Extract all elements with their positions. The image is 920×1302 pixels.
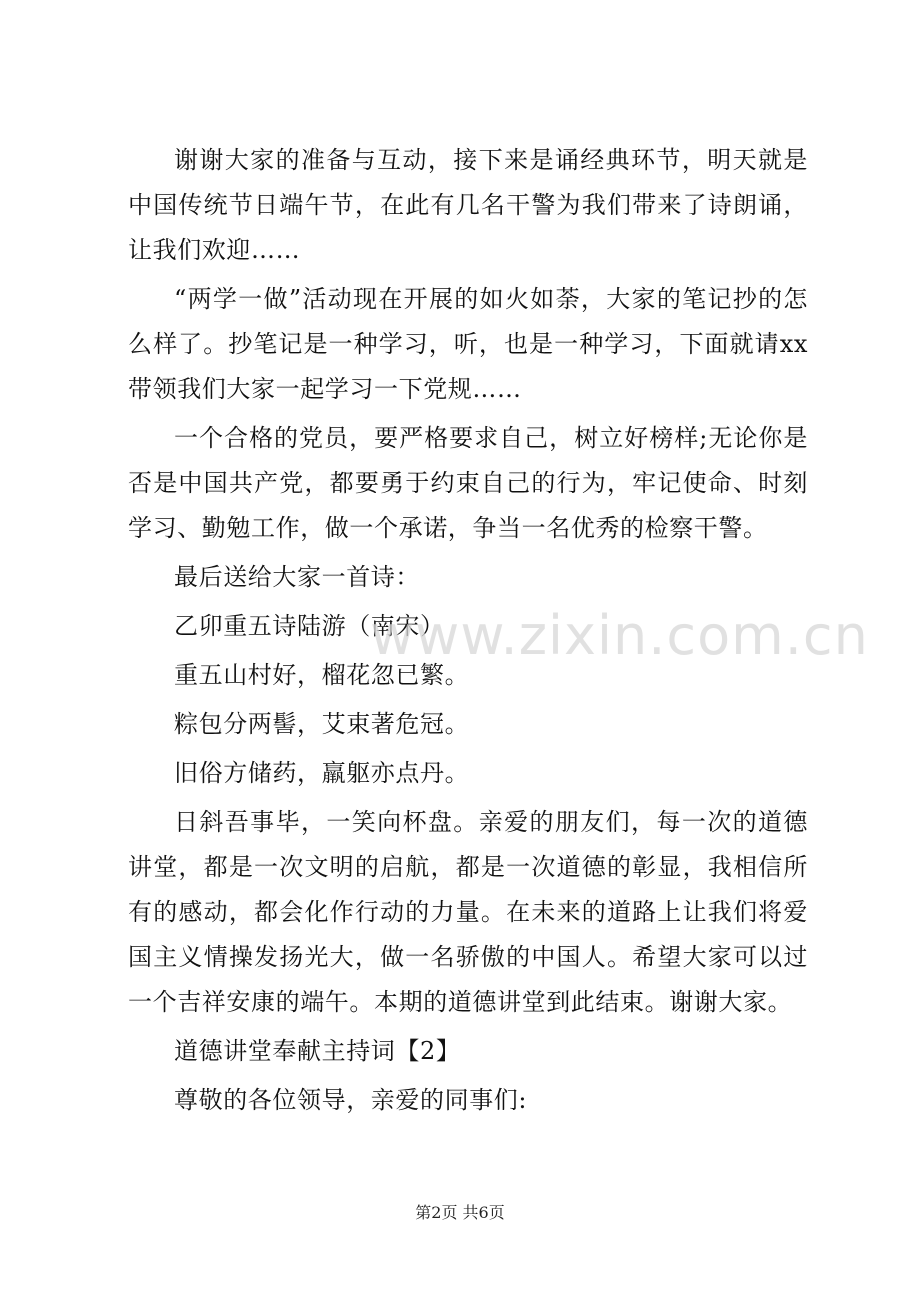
salutation: 尊敬的各位领导，亲爱的同事们: bbox=[174, 1086, 528, 1114]
poem-line-1: 重五山村好，榴花忽已繁。 bbox=[174, 661, 470, 689]
watermark: www.zixin.com.cn bbox=[370, 604, 869, 667]
paragraph-1: 谢谢大家的准备与互动，接下来是诵经典环节，明天就是中国传统节日端午节，在此有几名干警为我们带来了诗朗诵，让我们欢迎…… bbox=[128, 146, 808, 264]
page-footer: 第2页 共6页 bbox=[415, 1203, 505, 1222]
paragraph-2: “两学一做”活动现在开展的如火如荼，大家的笔记抄的怎么样了。抄笔记是一种学习，听，也是一种学习，下面就请xx带领我们大家一起学习一下党规…… bbox=[128, 285, 808, 403]
paragraph-3: 一个合格的党员，要严格要求自己，树立好榜样;无论你是否是中国共产党，都要勇于约束自己的行为，牢记使命、时刻学习、勤勉工作，做一个承诺，争当一名优秀的检察干警。 bbox=[128, 424, 808, 542]
closing-paragraph: 日斜吾事毕，一笑向杯盘。亲爱的朋友们，每一次的道德讲堂，都是一次文明的启航，都是一次道德的彰显，我相信所有的感动，都会化作行动的力量。在未来的道路上让我们将爱国主义情操发扬光大，做一名骄傲的中国人。希望大家可以过一个吉祥安康的端午。本期的道德讲堂到此结束。谢谢大家。 bbox=[128, 808, 808, 1016]
poem-title: 乙卯重五诗陆游（南宋） bbox=[174, 612, 445, 640]
poem-line-2: 粽包分两髻，艾束著危冠。 bbox=[174, 710, 470, 738]
poem-line-3: 旧俗方储药，羸躯亦点丹。 bbox=[174, 759, 470, 787]
section-title: 道德讲堂奉献主持词【2】 bbox=[174, 1037, 461, 1065]
poem-intro: 最后送给大家一首诗： bbox=[174, 563, 420, 591]
